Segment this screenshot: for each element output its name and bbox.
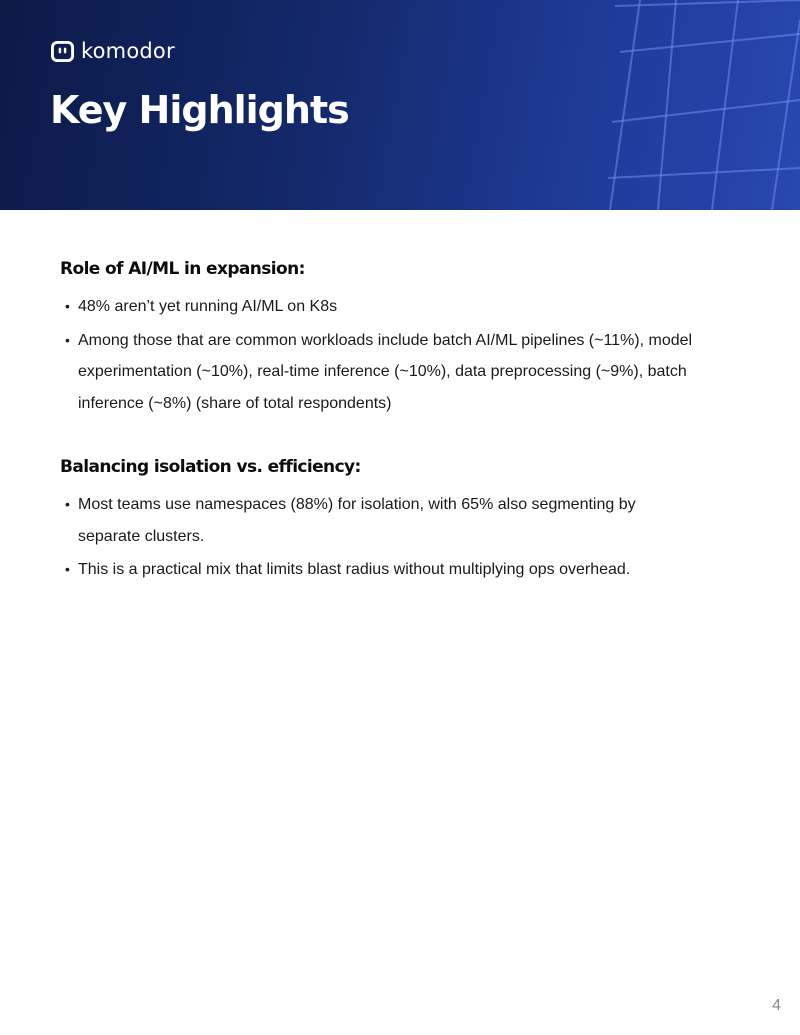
bullet-list bbox=[60, 291, 700, 419]
section-heading: Balancing isolation vs. efficiency: bbox=[60, 457, 361, 477]
page-title: Key Highlights bbox=[50, 88, 349, 132]
section-heading: Role of AI/ML in expansion: bbox=[60, 259, 305, 279]
bullet-text: Most teams use namespaces (88%) for isolation, with 65% also segmenting by separate clusters. bbox=[78, 496, 636, 545]
section-isolation-efficiency bbox=[60, 453, 700, 586]
main-content bbox=[60, 255, 700, 620]
bullet-icon: • bbox=[65, 331, 70, 348]
page-number: 4 bbox=[772, 997, 781, 1014]
section-ai-ml-role bbox=[60, 255, 700, 419]
bullet-list bbox=[60, 489, 700, 586]
page-header bbox=[0, 0, 800, 210]
list-item bbox=[60, 291, 700, 323]
bullet-icon: • bbox=[65, 298, 70, 314]
komodor-logo-icon bbox=[51, 40, 74, 63]
bullet-text: Among those that are common workloads include batch AI/ML pipelines (~11%), model experimentation (~10%), real-time inference (~10%), data preprocessing (~9%), batch inference (~8%) (share of total respondents) bbox=[78, 331, 693, 412]
list-item bbox=[60, 489, 700, 552]
bullet-text: 48% aren’t yet running AI/ML on K8s bbox=[78, 298, 338, 315]
list-item bbox=[60, 325, 700, 420]
logo-text: komodor bbox=[81, 39, 175, 63]
brand-logo bbox=[51, 40, 175, 63]
bullet-text: This is a practical mix that limits blast radius without multiplying ops overhead. bbox=[78, 561, 631, 578]
list-item bbox=[60, 554, 700, 586]
bullet-icon: • bbox=[65, 496, 70, 512]
bullet-icon: • bbox=[65, 561, 70, 577]
